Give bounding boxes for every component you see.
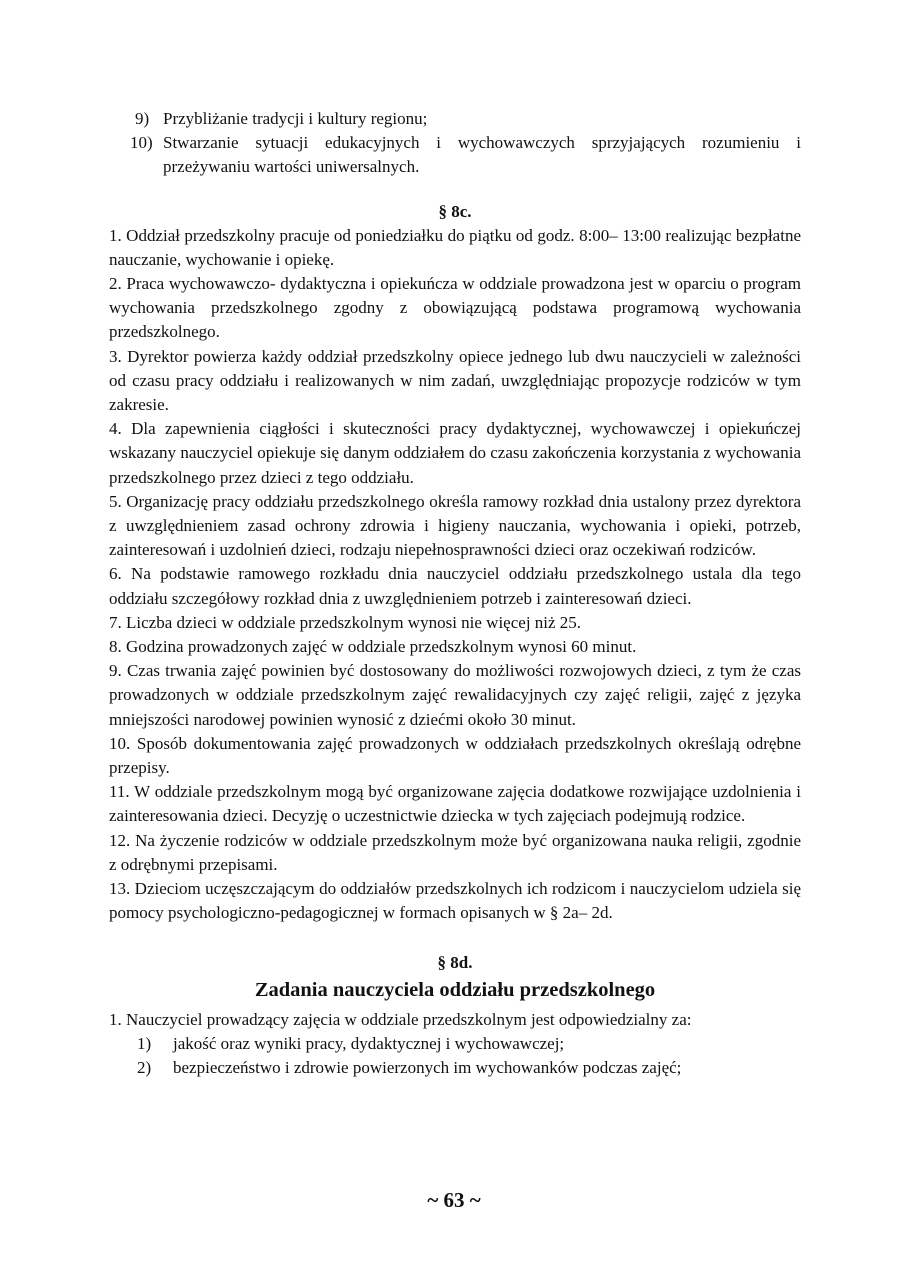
paragraph: 7. Liczba dzieci w oddziale przedszkolnym wynosi nie więcej niż 25. — [109, 612, 582, 632]
list-item — [109, 107, 801, 131]
page-content — [109, 107, 801, 1080]
paragraph: 4. Dla zapewnienia ciągłości i skuteczności pracy dydaktycznej, wychowawczej i opiekuńczej wskazany nauczyciel opiekuje się danym oddziałem do czasu zakończenia korzystania z wychowania przedszkolnego przez dzieci z tego oddziału. — [109, 419, 801, 487]
list-item-text: Przybliżanie tradycji i kultury regionu; — [163, 109, 428, 128]
paragraph: 5. Organizację pracy oddziału przedszkolnego określa ramowy rozkład dnia ustalony przez dyrektora z uwzględnieniem zasad ochrony zdrowia i higieny nauczania, wychowania i opieki, potrzeb, zainteresowań i uzdolnień dzieci, rodzaju niepełnosprawności dzieci oraz oczekiwań rodziców. — [109, 491, 801, 560]
list-item-number: 9) — [135, 109, 150, 128]
section-8d-list — [109, 1032, 801, 1080]
paragraph: 1. Oddział przedszkolny pracuje od poniedziałku do piątku od godz. 8:00– 13:00 realizując bezpłatne nauczanie, wychowanie i opiekę. — [109, 225, 801, 269]
section-8d-heading: § 8d. — [437, 952, 473, 972]
list-item-number: 2) — [137, 1057, 152, 1077]
list-item-number: 10) — [130, 133, 153, 153]
section-8c-body — [109, 224, 801, 926]
list-item — [109, 1056, 801, 1080]
list-item-number: 1) — [137, 1033, 152, 1053]
paragraph: 6. Na podstawie ramowego rozkładu dnia nauczyciel oddziału przedszkolnego ustala dla tego oddziału szczegółowy rozkład dnia z uwzględnieniem potrzeb i zainteresowań dzieci. — [109, 564, 801, 608]
paragraph: 9. Czas trwania zajęć powinien być dostosowany do możliwości rozwojowych dzieci, z tym że czas prowadzonych w oddziale przedszkolnym zajęć rewalidacyjnych czy zajęć religii, zajęć z języka mniejszości narodowej powinien wynosić z dziećmi około 30 minut. — [109, 661, 801, 729]
list-item-text: jakość oraz wyniki pracy, dydaktycznej i wychowawczej; — [173, 1033, 565, 1053]
paragraph: 8. Godzina prowadzonych zajęć w oddziale przedszkolnym wynosi 60 minut. — [109, 637, 637, 657]
paragraph: 11. W oddziale przedszkolnym mogą być organizowane zajęcia dodatkowe rozwijające uzdolnienia i zainteresowania dzieci. Decyzję o uczestnictwie dziecka w tych zajęciach podejmują rodzice. — [109, 782, 801, 826]
section-8c-heading: § 8c. — [438, 201, 472, 221]
section-8d-intro: 1. Nauczyciel prowadzący zajęcia w oddziale przedszkolnym jest odpowiedzialny za: — [109, 1009, 692, 1029]
paragraph: 10. Sposób dokumentowania zajęć prowadzonych w oddziałach przedszkolnych określają odrębne przepisy. — [109, 733, 801, 778]
list-item-text: bezpieczeństwo i zdrowie powierzonych im wychowanków podczas zajęć; — [173, 1057, 682, 1077]
page-number: ~ 63 ~ — [427, 1188, 481, 1212]
paragraph: 3. Dyrektor powierza każdy oddział przedszkolny opiece jednego lub dwu nauczycieli w zależności od czasu pracy oddziału i realizowanych w nim zadań, uwzględniając propozycje rodziców w tym zakresie. — [109, 346, 801, 415]
paragraph: 12. Na życzenie rodziców w oddziale przedszkolnym może być organizowana nauka religii, zgodnie z odrębnymi przepisami. — [109, 830, 801, 874]
paragraph: 13. Dzieciom uczęszczającym do oddziałów przedszkolnych ich rodzicom i nauczycielom udziela się pomocy psychologiczno-pedagogicznej w formach opisanych w § 2a– 2d. — [109, 879, 801, 923]
section-8d-title: Zadania nauczyciela oddziału przedszkolnego — [254, 978, 656, 1001]
list-item — [109, 1032, 801, 1056]
list-item — [109, 131, 801, 179]
top-list — [109, 107, 801, 180]
list-item-text: Stwarzanie sytuacji edukacyjnych i wychowawczych sprzyjających rozumieniu i przeżywaniu wartości uniwersalnych. — [163, 133, 801, 177]
paragraph: 2. Praca wychowawczo- dydaktyczna i opiekuńcza w oddziale prowadzona jest w oparciu o program wychowania przedszkolnego zgodny z obowiązującą podstawa programową wychowania przedszkolnego. — [109, 274, 801, 342]
